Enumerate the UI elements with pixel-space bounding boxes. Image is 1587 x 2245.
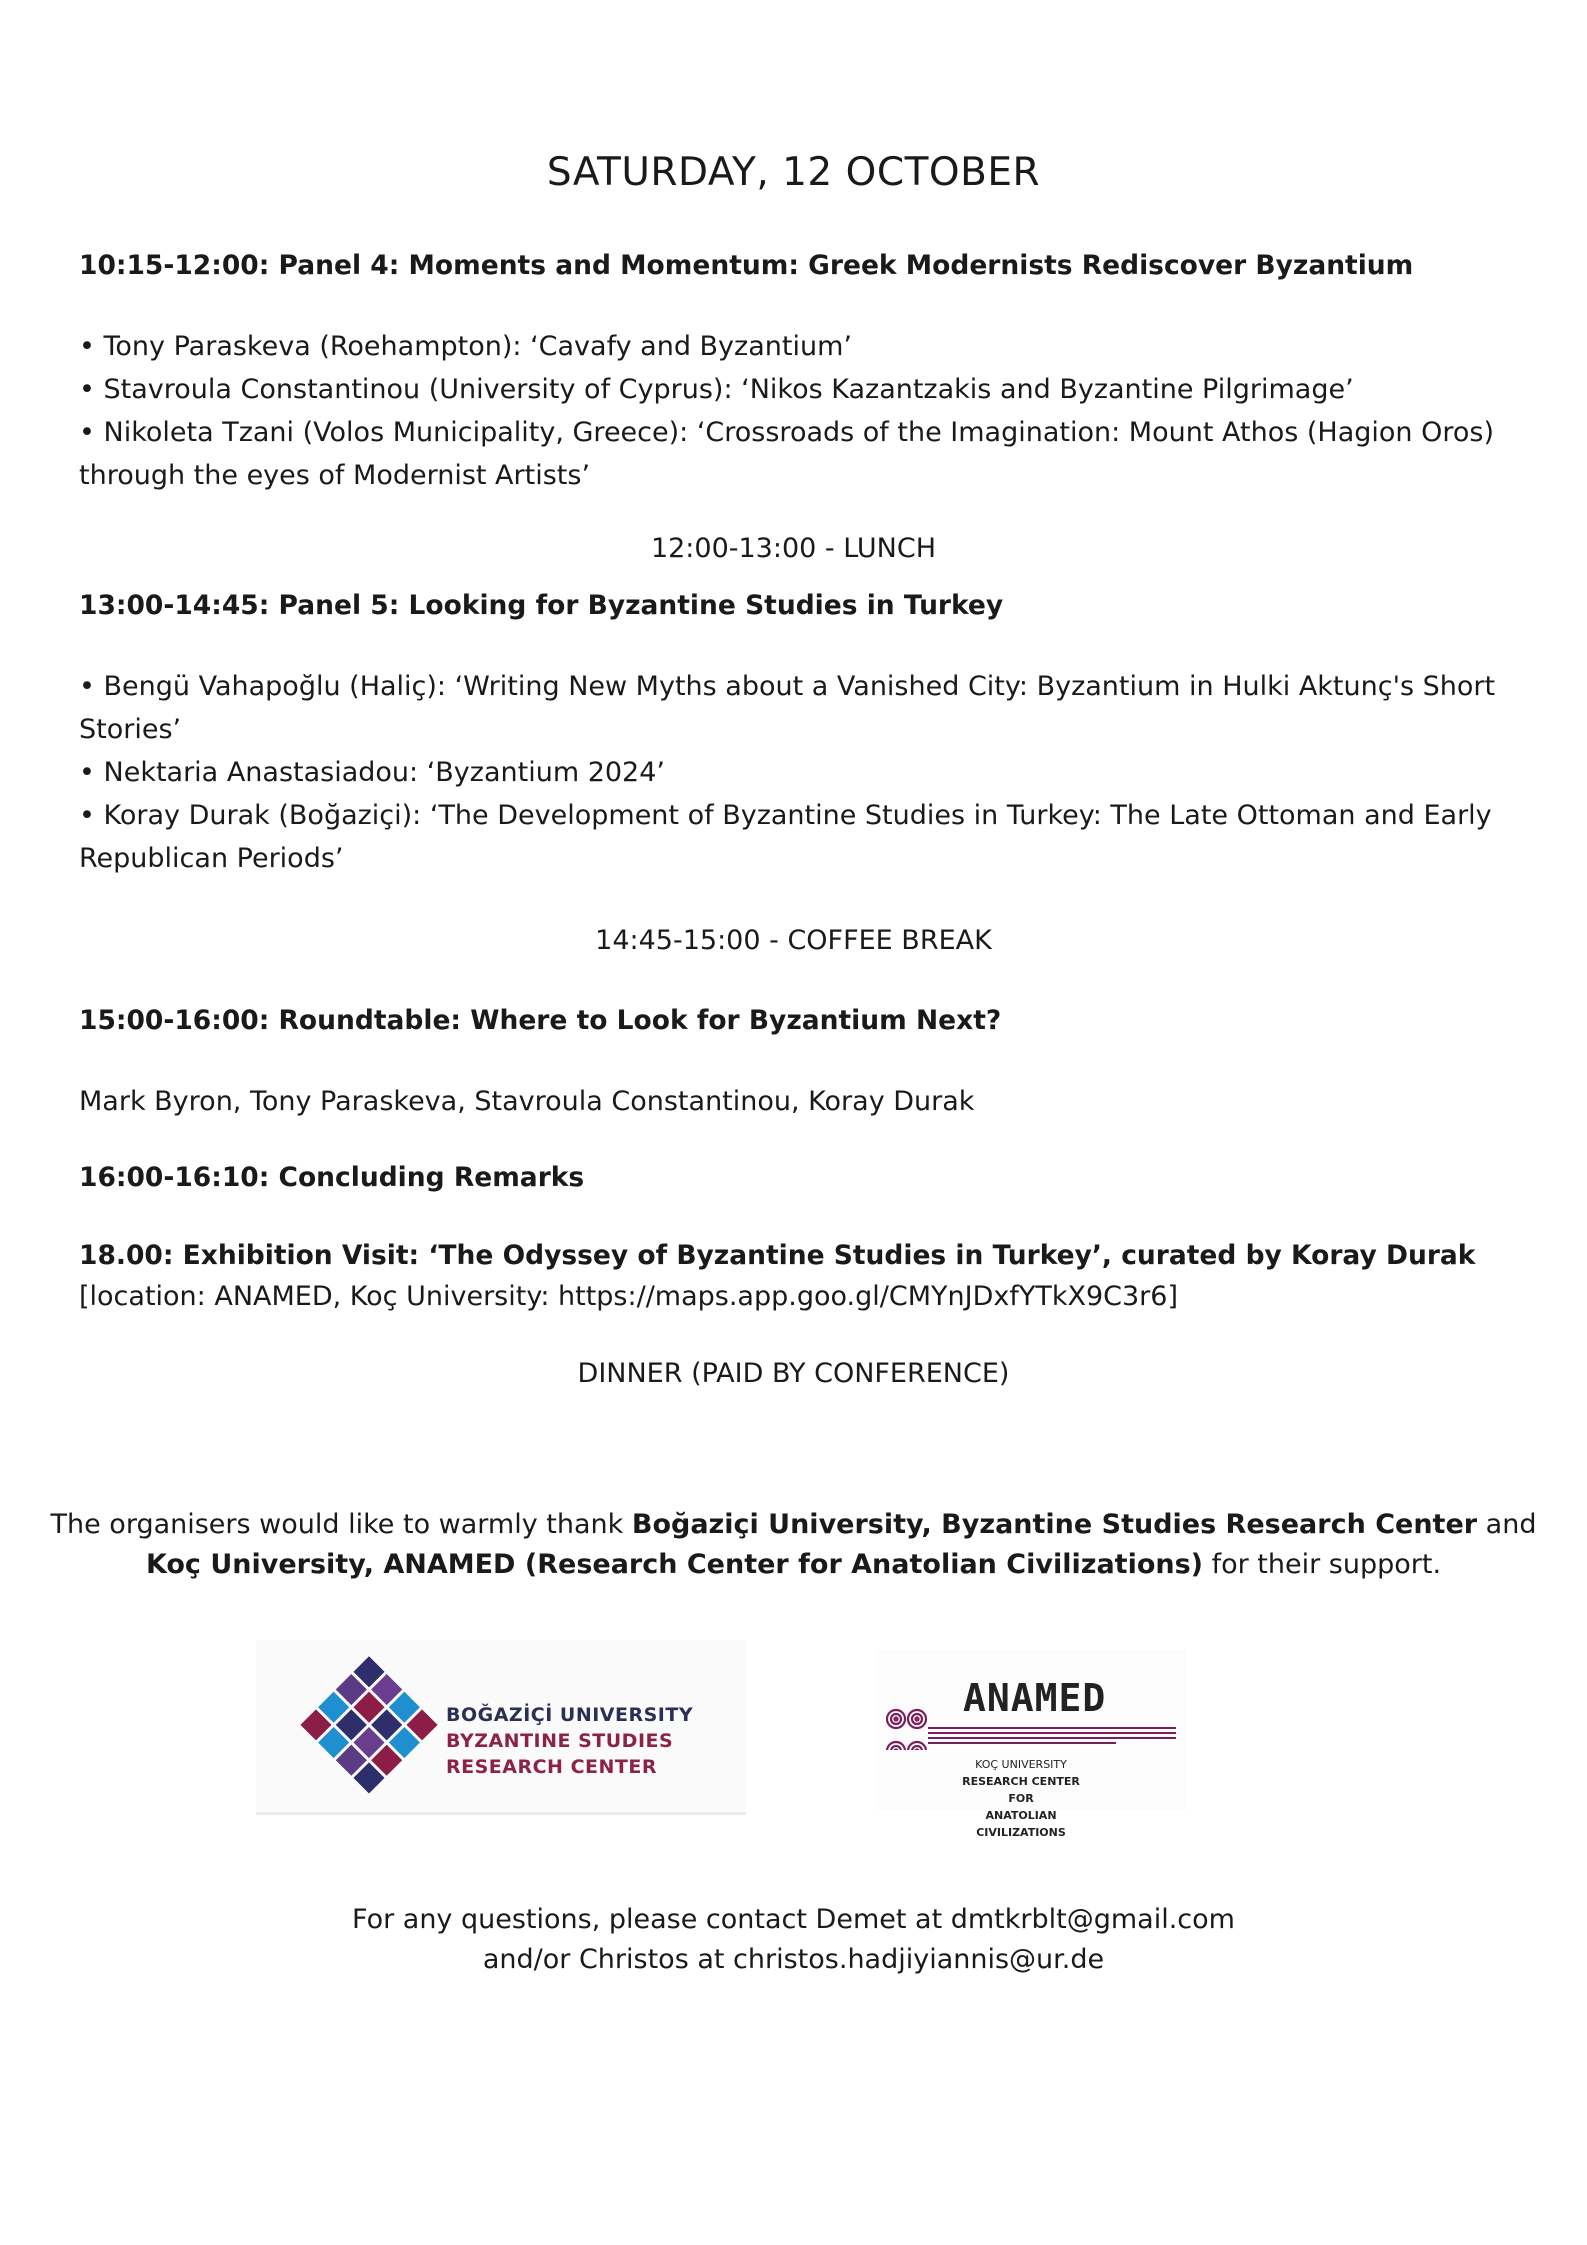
lunch-break: 12:00-13:00 - LUNCH	[650, 533, 937, 564]
logo-line: KOÇ UNIVERSITY	[975, 1758, 1067, 1771]
acknowledgement	[0, 1505, 1587, 1585]
list-item: • Nektaria Anastasiadou: ‘Byzantium 2024’	[79, 757, 665, 788]
anamed-wordmark: ANAMED	[963, 1676, 1107, 1720]
diamond-mosaic-icon	[294, 1652, 444, 1802]
logo-line: ANATOLIAN CIVILIZATIONS	[976, 1809, 1066, 1839]
logo-line: BOĞAZİÇİ UNIVERSITY	[446, 1704, 694, 1726]
list-item: • Tony Paraskeva (Roehampton): ‘Cavafy and Byzantium’	[79, 331, 852, 362]
thanks-org-bogazici: Boğaziçi University, Byzantine Studies Research Center	[631, 1509, 1478, 1540]
list-item: • Nikoleta Tzani (Volos Municipality, Greece): ‘Crossroads of the Imagination: Mount Athos (Hagion Oros) through the eyes of Modernist Artists’	[79, 417, 1494, 491]
anamed-subtitle	[956, 1756, 1086, 1841]
dinner: DINNER (PAID BY CONFERENCE)	[577, 1358, 1010, 1389]
list-item: • Stavroula Constantinou (University of Cyprus): ‘Nikos Kazantzakis and Byzantine Pilgrimage’	[79, 374, 1354, 405]
list-item: • Koray Durak (Boğaziçi): ‘The Development of Byzantine Studies in Turkey: The Late Ottoman and Early Republican Periods’	[79, 800, 1492, 874]
thanks-and: and	[1477, 1509, 1537, 1540]
roundtable-heading: 15:00-16:00: Roundtable: Where to Look for Byzantium Next?	[79, 1005, 1002, 1036]
anamed-logo	[876, 1650, 1186, 1839]
list-item: • Bengü Vahapoğlu (Haliç): ‘Writing New Myths about a Vanished City: Byzantium in Hulki Aktunç's Short Stories’	[79, 671, 1496, 745]
thanks-org-koc: Koç University, ANAMED (Research Center for Anatolian Civilizations)	[145, 1549, 1204, 1580]
roundtable-participants: Mark Byron, Tony Paraskeva, Stavroula Constantinou, Koray Durak	[79, 1086, 975, 1117]
panel4-list	[79, 325, 1514, 497]
thanks-outro: for their support.	[1203, 1549, 1442, 1580]
thanks-intro: The organisers would like to warmly thank	[50, 1509, 632, 1540]
contact-line: and/or Christos at christos.hadjiyiannis@ur.de	[482, 1944, 1105, 1975]
bogazici-logo	[256, 1640, 746, 1815]
panel5-list	[79, 665, 1514, 880]
logo-line: RESEARCH CENTER FOR	[962, 1775, 1080, 1805]
logo-line: BYZANTINE STUDIES	[446, 1730, 674, 1752]
day-title: SATURDAY, 12 OCTOBER	[546, 150, 1041, 195]
contact-line: For any questions, please contact Demet at dmtkrblt@gmail.com	[352, 1904, 1235, 1935]
panel4-heading: 10:15-12:00: Panel 4: Moments and Momentum: Greek Modernists Rediscover Byzantium	[79, 250, 1414, 281]
bogazici-logo-text	[446, 1702, 693, 1780]
contact-info	[0, 1900, 1587, 1980]
concluding-remarks: 16:00-16:10: Concluding Remarks	[79, 1162, 585, 1193]
exhibition-location: [location: ANAMED, Koç University: https://maps.app.goo.gl/CMYnJDxfYTkX9C3r6]	[79, 1281, 1178, 1312]
exhibition-heading: 18.00: Exhibition Visit: ‘The Odyssey of Byzantine Studies in Turkey’, curated by Koray Durak	[79, 1240, 1476, 1271]
logo-line: RESEARCH CENTER	[446, 1756, 657, 1778]
panel5-heading: 13:00-14:45: Panel 5: Looking for Byzantine Studies in Turkey	[79, 590, 1004, 621]
coffee-break: 14:45-15:00 - COFFEE BREAK	[595, 925, 992, 956]
